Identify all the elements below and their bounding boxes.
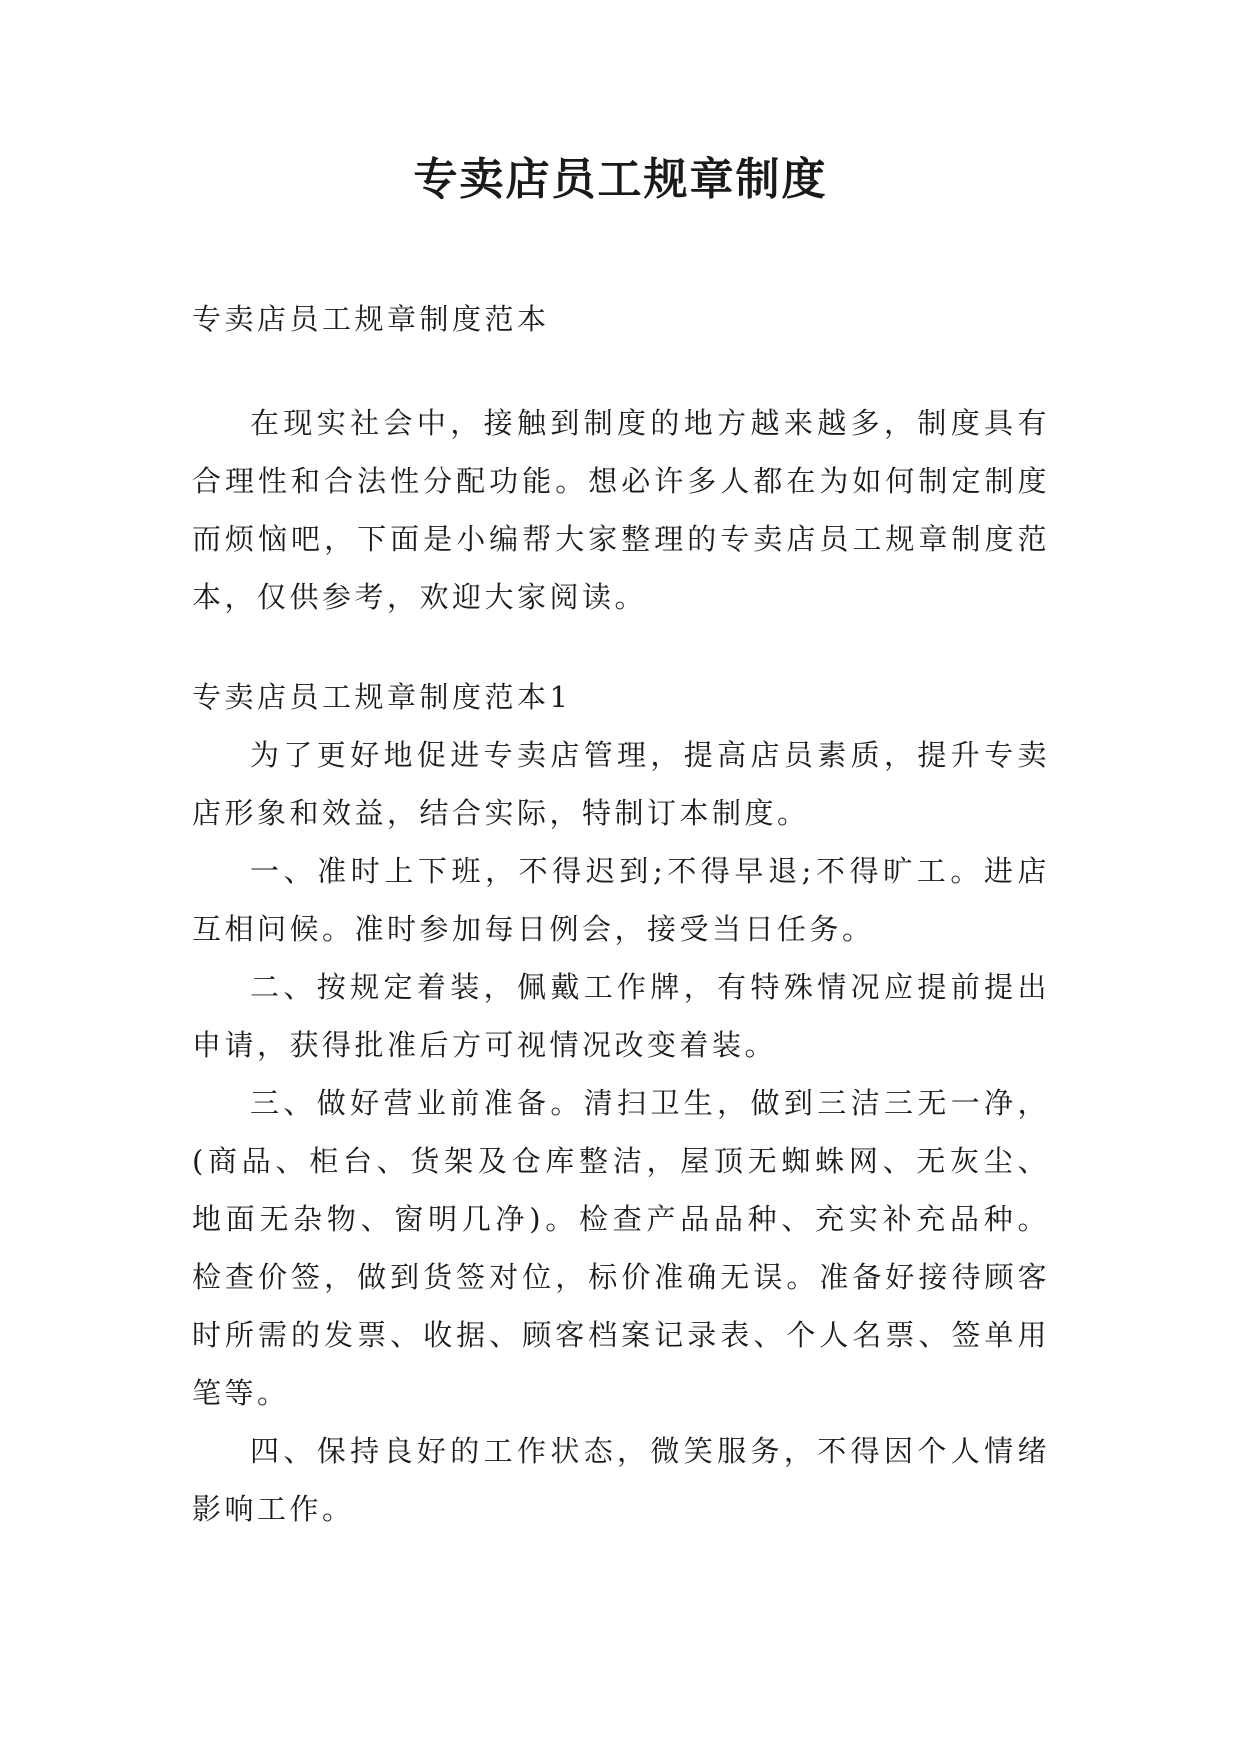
section-heading: 专卖店员工规章制度范本1 <box>192 680 572 714</box>
intro-paragraph: 在现实社会中，接触到制度的地方越来越多，制度具有合理性和合法性分配功能。想必许多人都在为如何制定制度而烦恼吧，下面是小编帮大家整理的专卖店员工规章制度范本，仅供参考，欢迎大家阅读。 <box>192 406 1050 614</box>
rule-paragraph-1: 一、准时上下班，不得迟到;不得早退;不得旷工。进店互相问候。准时参加每日例会，接受当日任务。 <box>192 854 1050 946</box>
document-title: 专卖店员工规章制度 <box>413 154 828 205</box>
document-subtitle: 专卖店员工规章制度范本 <box>192 302 550 336</box>
rule-paragraph-2: 二、按规定着装，佩戴工作牌，有特殊情况应提前提出申请，获得批准后方可视情况改变着装。 <box>192 970 1050 1062</box>
rule-paragraph-4: 四、保持良好的工作状态，微笑服务，不得因个人情绪影响工作。 <box>192 1434 1050 1526</box>
body-paragraph-preamble: 为了更好地促进专卖店管理，提高店员素质，提升专卖店形象和效益，结合实际，特制订本制度。 <box>192 738 1050 830</box>
rule-paragraph-3: 三、做好营业前准备。清扫卫生，做到三洁三无一净，(商品、柜台、货架及仓库整洁，屋顶无蜘蛛网、无灰尘、地面无杂物、窗明几净)。检查产品品种、充实补充品种。检查价签，做到货签对位，标价准确无误。准备好接待顾客时所需的发票、收据、顾客档案记录表、个人名票、签单用笔等。 <box>192 1086 1050 1410</box>
document-body <box>192 290 1050 1538</box>
